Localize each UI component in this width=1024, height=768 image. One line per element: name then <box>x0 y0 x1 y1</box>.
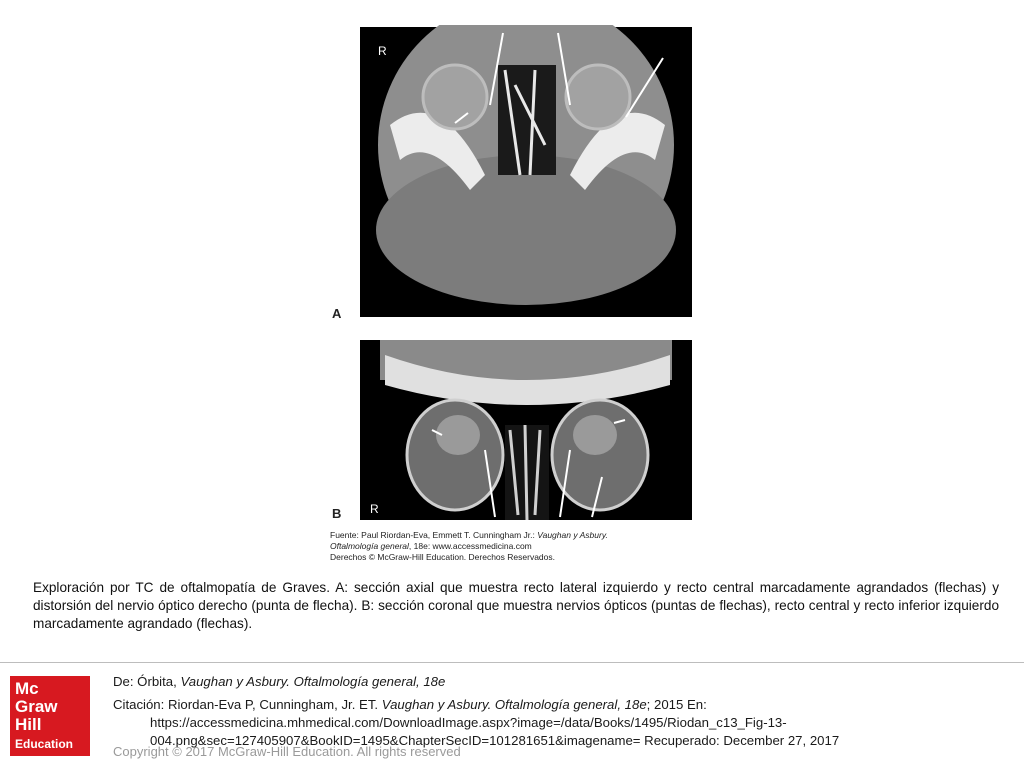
citation-label: Citación: Riordan-Eva P, Cunningham, Jr. ET. <box>113 697 382 712</box>
source-suffix: , 18e: www.accessmedicina.com <box>408 541 532 551</box>
panel-b-label: B <box>332 506 342 521</box>
panel-a-label: A <box>332 306 342 321</box>
footer-divider <box>0 662 1024 663</box>
citation-footer <box>113 673 1013 750</box>
citation-book: Vaughan y Asbury. Oftalmología general, 18e <box>381 697 647 712</box>
logo-line1: Mc <box>15 679 39 698</box>
logo-line4: Education <box>15 737 74 751</box>
ct-scan-image <box>330 25 695 570</box>
from-label: De: Órbita, <box>113 674 181 689</box>
copyright-notice: Copyright © 2017 McGraw-Hill Education. All rights reserved <box>113 744 461 759</box>
source-book: Vaughan y Asbury. <box>537 530 608 540</box>
from-book: Vaughan y Asbury. Oftalmología general, 18e <box>180 674 446 689</box>
r-marker-b: R <box>370 502 379 516</box>
logo-line3: Hill <box>15 715 42 734</box>
logo-line2: Graw <box>15 697 58 716</box>
axial-ct-panel <box>360 25 692 317</box>
source-prefix: Fuente: Paul Riordan-Eva, Emmett T. Cunningham Jr.: <box>330 530 538 540</box>
citation-rest: ; 2015 En: <box>646 697 707 712</box>
ct-figure <box>330 25 695 570</box>
mcgraw-hill-logo <box>10 676 90 756</box>
figure-source <box>330 530 692 563</box>
citation-url-line1[interactable]: https://accessmedicina.mhmedical.com/DownloadImage.aspx?image=/data/Books/1495/Riodan_c13_Fig-13- <box>150 715 787 730</box>
r-marker-a: R <box>378 44 387 58</box>
citation-url-line2[interactable]: 004.png&sec=127405907&BookID=1495&ChapterSecID=101281651&imagename= Recuperado: December 27, 2017 <box>150 733 840 748</box>
figure-caption: Exploración por TC de oftalmopatía de Graves. A: sección axial que muestra recto lateral izquierdo y recto central marcadamente agrandados (flechas) y distorsión del nervio óptico derecho (punta de flecha). B: sección coronal que muestra nervios ópticos (puntas de flechas), recto central y recto inferior izquierdo marcadamente agrandado (flechas). <box>33 580 999 631</box>
source-book2: Oftalmología general <box>330 541 409 551</box>
source-rights: Derechos © McGraw-Hill Education. Derechos Reservados. <box>330 552 555 562</box>
coronal-ct-panel <box>360 340 692 520</box>
